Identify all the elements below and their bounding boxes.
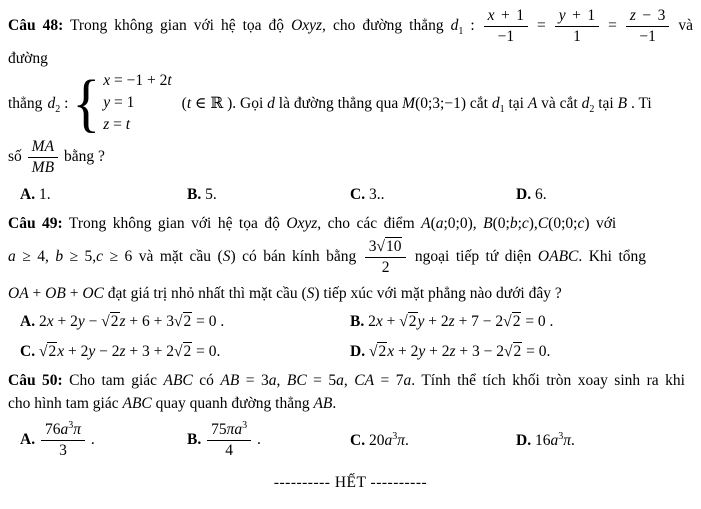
question-48-intro: [8, 5, 693, 69]
option-b-value: 5.: [205, 186, 217, 203]
option-a-value: $\frac{76a^3\pi}{3}$ .: [39, 431, 95, 448]
option-b-key: B.: [187, 186, 202, 203]
oxyz-term: Oxyz,: [286, 215, 322, 232]
option-c: [350, 184, 516, 205]
question-49-intro: [8, 213, 693, 234]
line-d2-symbol: $d_2$ :: [47, 94, 69, 115]
option-c-key: C.: [350, 186, 366, 203]
option-d-value: 6.: [534, 186, 547, 203]
option-c-value: 3..: [368, 186, 385, 203]
option-c-key: C.: [350, 432, 366, 449]
option-a: [20, 184, 187, 205]
option-a-key: A.: [20, 431, 36, 449]
question-48-label: Câu 48:: [8, 17, 64, 35]
question-49-sum-line: [8, 283, 693, 304]
question-48-text-b: cho đường thẳng: [325, 17, 451, 35]
option-a-key: A.: [20, 186, 36, 203]
option-b-key: B.: [350, 313, 365, 330]
conditions-expression: a ≥ 4, b ≥ 5,c ≥ 6 và mặt cầu (S) có bán kính bằng $\frac{3√10}{2}$ ngoại tiếp tứ diện OABC. Khi tổng: [8, 238, 647, 276]
system-rows: [103, 70, 171, 136]
option-d-value: $16a^3\pi$.: [534, 430, 575, 449]
question-49-conditions-line: [8, 236, 693, 279]
line-d1-equation: $\frac{x + 1}{-1}$ = $\frac{y + 1}{1}$ = $\frac{z - 3}{-1}$: [482, 17, 672, 34]
option-d-value: √2x + 2y + 2z + 3 − 2√2 = 0.: [368, 343, 551, 360]
question-48-text-d: thẳng: [8, 94, 43, 112]
option-c-value: $20a^3\pi$.: [368, 430, 409, 449]
option-a: [20, 311, 350, 332]
option-b-value: 2x + √2y + 2z + 7 − 2√2 = 0 .: [368, 313, 554, 330]
option-b: [187, 184, 350, 205]
option-a: [20, 419, 187, 462]
option-c: [350, 430, 516, 451]
question-49-options: [8, 311, 693, 362]
option-b: [187, 419, 350, 462]
question-49-text-a: Trong không gian với hệ tọa độ: [62, 215, 287, 232]
question-50-label: Câu 50:: [8, 372, 63, 389]
points-list: A(a;0;0), B(0;b;c),C(0;0;c): [421, 215, 590, 232]
question-48-system-line: [8, 66, 693, 139]
question-49-text-c: với: [589, 215, 617, 232]
question-48-ratio-line: [8, 136, 693, 179]
question-50-options: [8, 419, 693, 462]
option-b: [350, 311, 693, 332]
question-49-text-b: cho các điểm: [321, 215, 422, 232]
option-c-key: C.: [20, 343, 36, 360]
option-d-key: D.: [516, 186, 532, 203]
question-48-options: [8, 184, 693, 205]
question-48-text-c: và đường: [8, 17, 693, 67]
option-d: [516, 184, 693, 205]
question-50-intro: [8, 370, 693, 391]
end-marker: ---------- HẾT ----------: [273, 474, 428, 491]
question-50-text-a: Cho tam giác ABC có AB = 3a, BC = 5a, CA = 7a. Tính thể tích khối tròn xoay sinh ra khi: [62, 372, 685, 389]
option-b-key: B.: [187, 431, 202, 449]
ratio-expression: số $\frac{MA}{MB}$ bằng ?: [8, 138, 105, 176]
question-50-line2: [8, 393, 693, 414]
question-49-label: Câu 49:: [8, 215, 63, 232]
line-d1-symbol: $d_1$ :: [450, 17, 482, 38]
option-a-key: A.: [20, 313, 36, 330]
question-48-text-a: Trong không gian với hệ tọa độ: [63, 17, 292, 35]
option-b-value: $\frac{75\pi a^3}{4}$ .: [205, 431, 261, 448]
question-48-text-e: (t ∈ ℝ ). Gọi d là đường thẳng qua M(0;3;−1) cắt $d_1$ tại A và cắt $d_2$ tại B . Ti: [181, 94, 652, 115]
option-c-value: √2x + 2y − 2z + 3 + 2√2 = 0.: [38, 343, 221, 360]
system-row-z: z = t: [103, 116, 131, 133]
option-a-value: 1.: [38, 186, 51, 203]
system-brace: {: [72, 66, 101, 139]
option-d-key: D.: [350, 343, 366, 360]
option-a-value: 2x + 2y − √2z + 6 + 3√2 = 0 .: [38, 313, 225, 330]
sum-expression: OA + OB + OC đạt giá trị nhỏ nhất thì mặt cầu (S) tiếp xúc với mặt phẳng nào dưới đây ?: [8, 285, 562, 302]
oxyz-term: Oxyz,: [291, 17, 326, 35]
system-row-y: y = 1: [103, 94, 135, 111]
question-50-text-b: cho hình tam giác ABC quay quanh đường thẳng AB.: [8, 395, 337, 412]
option-d: [516, 430, 693, 451]
option-d-key: D.: [516, 432, 532, 449]
parametric-system: [72, 66, 172, 139]
system-row-x: x = −1 + 2t: [103, 72, 172, 89]
option-d: [350, 341, 693, 362]
option-c: [20, 341, 350, 362]
